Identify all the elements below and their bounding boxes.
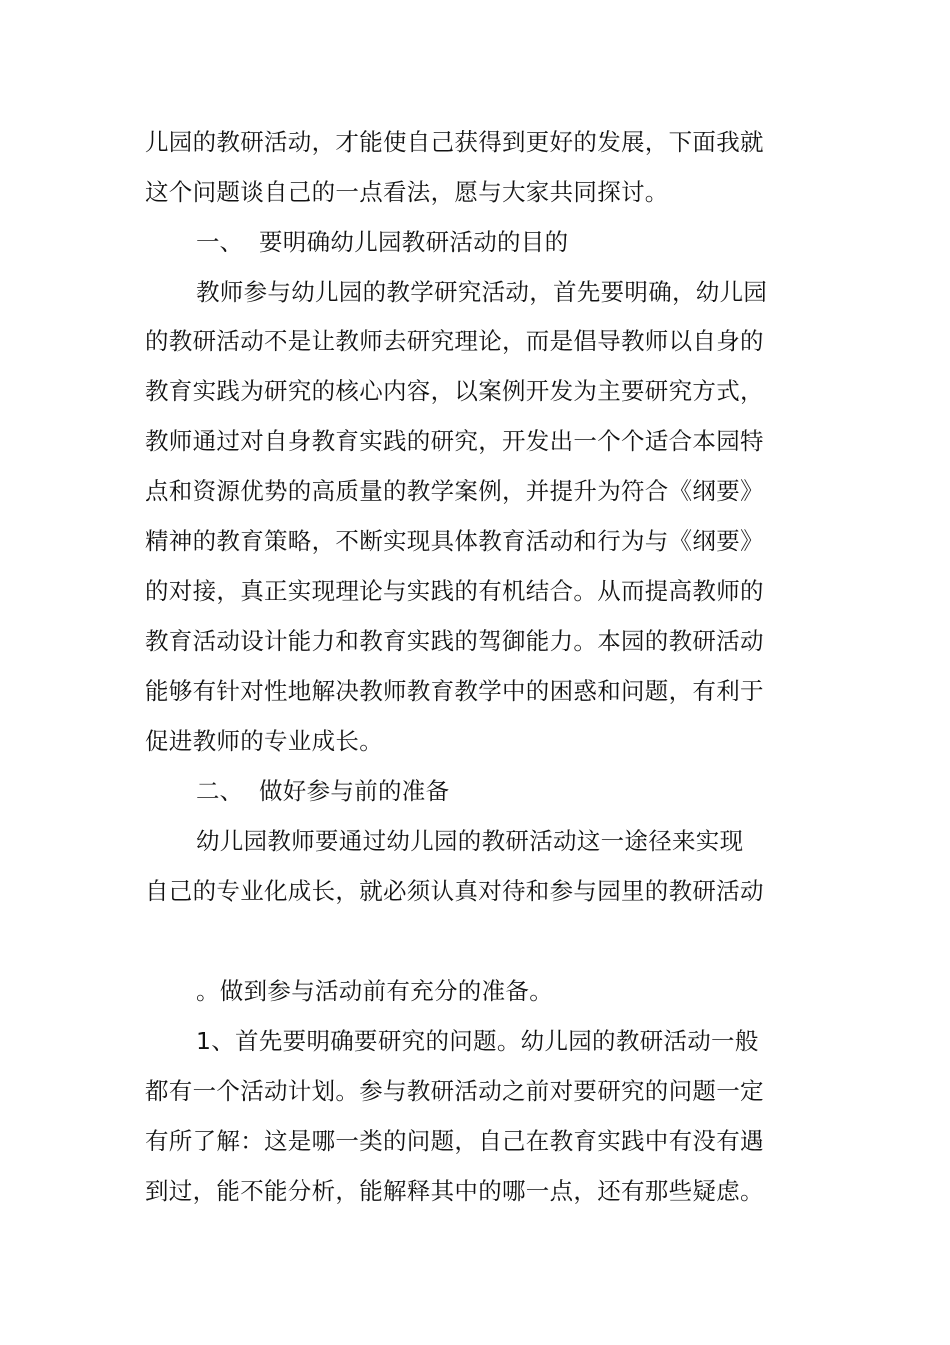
text-line: 教育活动设计能力和教育实践的驾御能力。本园的教研活动 bbox=[145, 627, 764, 655]
text-line: 教育实践为研究的核心内容，以案例开发为主要研究方式， bbox=[145, 377, 764, 405]
section-number: 一、 bbox=[196, 228, 243, 256]
text-line: 1、首先要明确要研究的问题。幼儿园的教研活动一般 bbox=[196, 1027, 759, 1055]
text-line: 促进教师的专业成长。 bbox=[145, 727, 383, 755]
text-line: 。做到参与活动前有充分的准备。 bbox=[196, 977, 553, 1005]
text-line: 这个问题谈自己的一点看法，愿与大家共同探讨。 bbox=[145, 178, 669, 206]
text-line: 精神的教育策略，不断实现具体教育活动和行为与《纲要》 bbox=[145, 527, 764, 555]
section-number: 二、 bbox=[196, 777, 243, 805]
text-line: 教师通过对自身教育实践的研究，开发出一个个适合本园特 bbox=[145, 427, 764, 455]
text-line: 教师参与幼儿园的教学研究活动，首先要明确，幼儿园 bbox=[196, 278, 768, 306]
text-line: 都有一个活动计划。参与教研活动之前对要研究的问题一定 bbox=[145, 1077, 764, 1105]
text-line: 儿园的教研活动，才能使自己获得到更好的发展，下面我就 bbox=[145, 128, 764, 156]
text-line: 点和资源优势的高质量的教学案例，并提升为符合《纲要》 bbox=[145, 477, 764, 505]
text-line: 幼儿园教师要通过幼儿园的教研活动这一途径来实现 bbox=[196, 827, 744, 855]
text-line: 能够有针对性地解决教师教育教学中的困惑和问题，有利于 bbox=[145, 677, 764, 705]
text-line: 到过，能不能分析，能解释其中的哪一点，还有那些疑虑。 bbox=[145, 1177, 764, 1205]
text-line: 有所了解：这是哪一类的问题，自己在教育实践中有没有遇 bbox=[145, 1127, 764, 1155]
text-line: 的对接，真正实现理论与实践的有机结合。从而提高教师的 bbox=[145, 577, 764, 605]
section-heading: 要明确幼儿园教研活动的目的 bbox=[259, 228, 569, 256]
text-line: 的教研活动不是让教师去研究理论，而是倡导教师以自身的 bbox=[145, 327, 764, 355]
text-line: 自己的专业化成长，就必须认真对待和参与园里的教研活动 bbox=[145, 877, 764, 905]
section-heading: 做好参与前的准备 bbox=[259, 777, 450, 805]
